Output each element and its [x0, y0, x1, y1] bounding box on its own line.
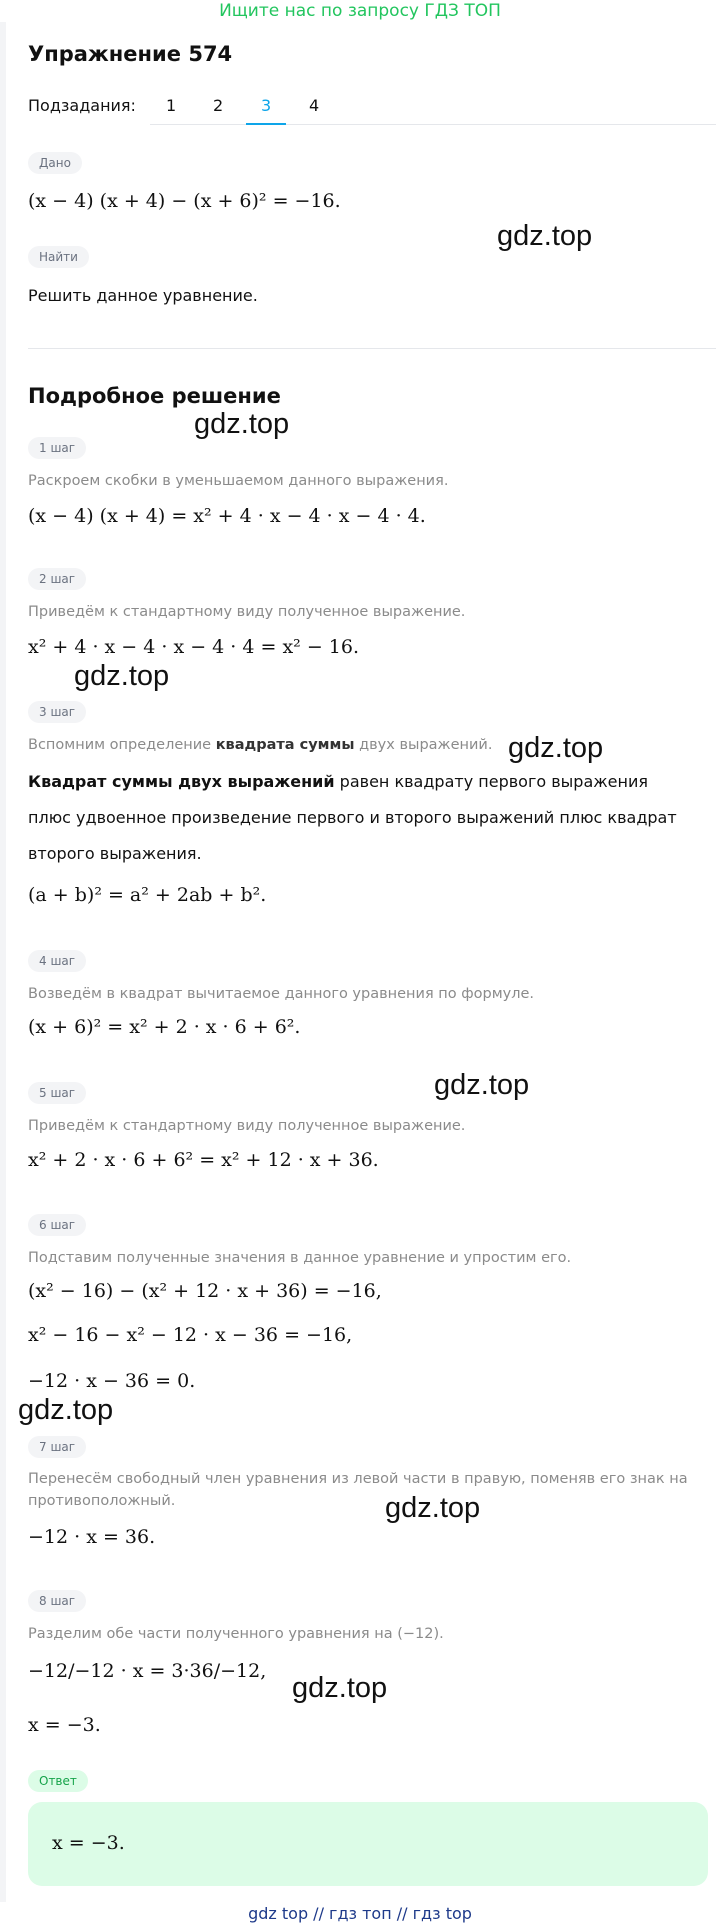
step-2-math: x² + 4 · x − 4 · x − 4 · 4 = x² − 16. — [28, 636, 360, 658]
step-4-math: (x + 6)² = x² + 2 · x · 6 + 6². — [28, 1016, 301, 1038]
step-8-badge: 8 шаг — [28, 1590, 86, 1612]
watermark-4: gdz.top — [508, 732, 604, 764]
given-badge: Дано — [28, 152, 82, 174]
answer-math: x = −3. — [52, 1832, 125, 1854]
step-3-badge: 3 шаг — [28, 701, 86, 723]
tab-subtask-4[interactable]: 4 — [309, 96, 320, 115]
find-text: Решить данное уравнение. — [28, 286, 258, 305]
step-4-badge: 4 шаг — [28, 950, 86, 972]
step-7-badge: 7 шаг — [28, 1436, 86, 1458]
step-8-hint: Разделим обе части полученного уравнения на (−12). — [28, 1626, 444, 1642]
step-5-math: x² + 2 · x · 6 + 6² = x² + 12 · x + 36. — [28, 1149, 379, 1171]
watermark-2: gdz.top — [194, 408, 290, 440]
given-math: (x − 4) (x + 4) − (x + 6)² = −16. — [28, 190, 341, 212]
step-8-math-line-1: −12/−12 · x = 3·36/−12, — [28, 1660, 267, 1682]
step-7-math: −12 · x = 36. — [28, 1526, 156, 1548]
watermark-5: gdz.top — [434, 1069, 530, 1101]
step-6-hint: Подставим полученные значения в данное уравнение и упростим его. — [28, 1250, 572, 1266]
step-6-math-line-3: −12 · x − 36 = 0. — [28, 1370, 196, 1392]
left-rule — [0, 22, 6, 1902]
step-4-hint: Возведём в квадрат вычитаемое данного уравнения по формуле. — [28, 986, 535, 1002]
page-title: Упражнение 574 — [28, 42, 233, 66]
tab-subtask-3[interactable]: 3 — [261, 96, 272, 115]
step-1-math: (x − 4) (x + 4) = x² + 4 · x − 4 · x − 4 · 4. — [28, 505, 426, 527]
step-3-hint: Вспомним определение квадрата суммы двух выражений. — [28, 737, 493, 753]
watermark-6: gdz.top — [18, 1394, 114, 1426]
step-3-definition: Квадрат суммы двух выражений равен квадрату первого выражения плюс удвоенное произведение первого и второго выражений плюс квадрат второго выражения. — [28, 772, 677, 863]
watermark-1: gdz.top — [497, 220, 593, 252]
answer-badge: Ответ — [28, 1770, 88, 1792]
step-7-hint: Перенесём свободный член уравнения из левой части в правую, поменяв его знак на противоположный. — [28, 1471, 688, 1509]
step-3-hint-bold: квадрата суммы — [215, 737, 355, 753]
tabs-rule — [150, 124, 716, 125]
answer-box — [28, 1802, 708, 1886]
step-2-hint: Приведём к стандартному виду полученное выражение. — [28, 604, 466, 620]
footer-links[interactable]: gdz top // гдз топ // гдз top — [248, 1904, 472, 1923]
watermark-3: gdz.top — [74, 660, 170, 692]
watermark-8: gdz.top — [292, 1672, 388, 1704]
step-3-math: (a + b)² = a² + 2ab + b². — [28, 884, 267, 906]
step-3-definition-bold: Квадрат суммы двух выражений — [28, 772, 335, 791]
search-banner[interactable]: Ищите нас по запросу ГДЗ ТОП — [219, 1, 501, 21]
step-6-math-line-2: x² − 16 − x² − 12 · x − 36 = −16, — [28, 1324, 353, 1346]
step-1-badge: 1 шаг — [28, 437, 86, 459]
watermark-7: gdz.top — [385, 1492, 481, 1524]
step-5-hint: Приведём к стандартному виду полученное выражение. — [28, 1118, 466, 1134]
section-divider — [28, 348, 716, 349]
step-6-badge: 6 шаг — [28, 1214, 86, 1236]
step-5-badge: 5 шаг — [28, 1082, 86, 1104]
step-2-badge: 2 шаг — [28, 568, 86, 590]
find-badge: Найти — [28, 246, 89, 268]
tab-subtask-2[interactable]: 2 — [213, 96, 224, 115]
solution-title: Подробное решение — [28, 384, 281, 408]
step-8-math-line-2: x = −3. — [28, 1714, 101, 1736]
subtasks-label: Подзадания: — [28, 96, 136, 115]
step-1-hint: Раскроем скобки в уменьшаемом данного выражения. — [28, 473, 449, 489]
active-tab-indicator — [246, 123, 286, 125]
tab-subtask-1[interactable]: 1 — [166, 96, 177, 115]
step-6-math-line-1: (x² − 16) − (x² + 12 · x + 36) = −16, — [28, 1280, 382, 1302]
